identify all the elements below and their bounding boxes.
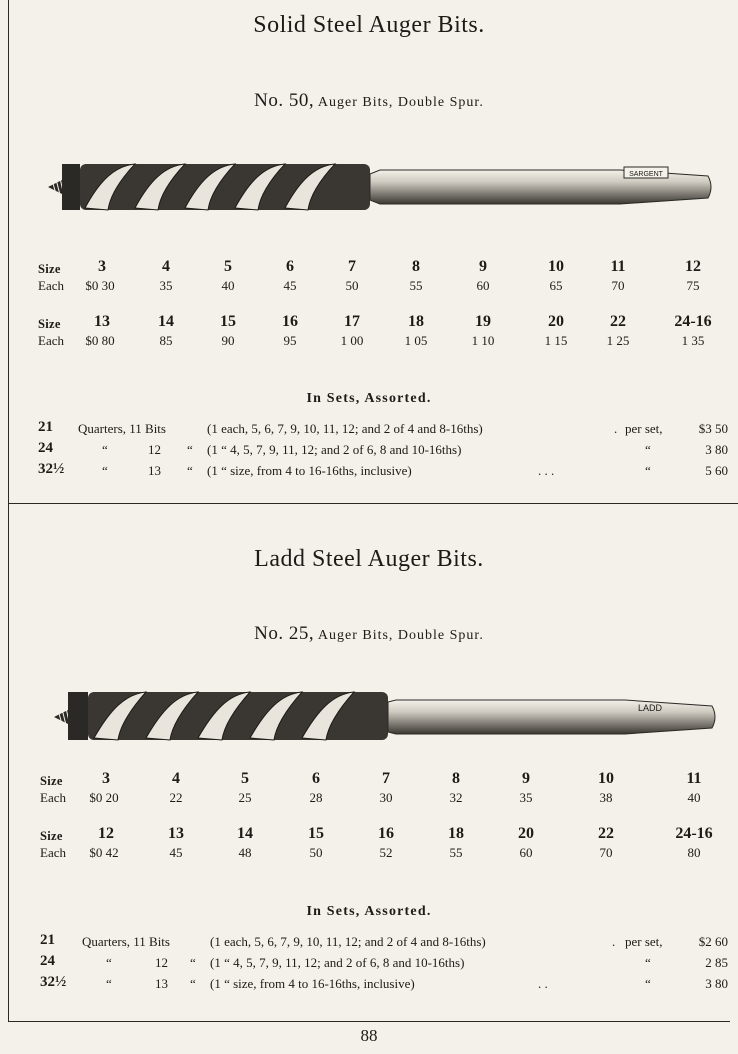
price-value: $0 20	[89, 790, 119, 805]
price-value: 70	[611, 278, 625, 293]
price-value: 35	[159, 278, 173, 293]
size-row	[0, 313, 738, 333]
price-value: 75	[686, 278, 700, 293]
set-contents: (1 “ 4, 5, 7, 9, 11, 12; and 2 of 6, 8 and 10-16ths)	[207, 442, 462, 457]
set-quantity: 12	[148, 442, 161, 457]
ditto-mark: “	[645, 463, 651, 478]
set-offer-line	[0, 934, 738, 952]
model-number: No. 50,	[254, 90, 315, 111]
price-value: 1 10	[471, 333, 495, 348]
section-title: Solid Steel Auger Bits.	[253, 12, 485, 38]
size-value: 13	[168, 825, 184, 842]
ditto-mark: “	[106, 976, 112, 991]
set-price: $2 60	[698, 934, 728, 949]
price-value: 55	[409, 278, 423, 293]
size-value: 18	[448, 825, 464, 842]
spur-cutter	[62, 164, 80, 210]
size-value: 22	[610, 313, 626, 330]
screw-tip	[48, 178, 64, 196]
sets-heading: In Sets, Assorted.	[306, 904, 432, 919]
set-contents: (1 “ 4, 5, 7, 9, 11, 12; and 2 of 6, 8 and 10-16ths)	[210, 955, 465, 970]
section-title: Ladd Steel Auger Bits.	[254, 546, 484, 572]
size-row	[0, 258, 738, 278]
spur-cutter	[68, 692, 88, 740]
brand-mark: SARGENT	[629, 171, 663, 178]
set-quantity: 13	[148, 463, 161, 478]
price-value: 80	[687, 845, 701, 860]
size-value: 9	[522, 770, 530, 787]
size-value: 14	[158, 313, 174, 330]
size-value: 20	[548, 313, 564, 330]
size-value: 16	[282, 313, 298, 330]
price-row	[0, 278, 738, 298]
size-value: 8	[412, 258, 420, 275]
leader-dots: .	[612, 934, 616, 949]
set-price: 3 80	[705, 976, 728, 991]
size-value: 10	[598, 770, 614, 787]
ditto-mark: “	[645, 976, 651, 991]
set-price: 5 60	[705, 463, 728, 478]
size-value: 12	[685, 258, 701, 275]
price-value: 1 05	[404, 333, 428, 348]
price-value: 28	[309, 790, 323, 805]
set-number: 32½	[40, 974, 67, 990]
price-value: $0 80	[85, 333, 115, 348]
set-number: 32½	[38, 461, 65, 477]
auger-bit-illustration	[0, 150, 738, 220]
price-value: 38	[599, 790, 613, 805]
size-value: 13	[94, 313, 110, 330]
price-value: 22	[169, 790, 183, 805]
per-set-label: per set,	[625, 421, 663, 436]
size-value: 3	[102, 770, 110, 787]
each-label: Each	[38, 333, 64, 348]
price-value: 45	[283, 278, 297, 293]
ditto-mark: “	[645, 442, 651, 457]
price-value: 1 25	[606, 333, 630, 348]
set-offer-line	[0, 976, 738, 994]
ditto-mark: “	[645, 955, 651, 970]
set-quantity: 12	[155, 955, 168, 970]
size-value: 6	[312, 770, 320, 787]
price-value: 40	[687, 790, 701, 805]
set-number: 21	[40, 932, 55, 948]
sets-heading: In Sets, Assorted.	[306, 391, 432, 406]
set-contents: (1 each, 5, 6, 7, 9, 10, 11, 12; and 2 of 4 and 8-16ths)	[210, 934, 486, 949]
size-label: Size	[40, 774, 63, 788]
price-value: $0 30	[85, 278, 115, 293]
model-number: No. 25,	[254, 623, 315, 644]
set-quantity: 13	[155, 976, 168, 991]
size-value: 24-16	[675, 825, 713, 842]
set-offer-line	[0, 442, 738, 460]
ditto-mark: “	[106, 955, 112, 970]
each-label: Each	[38, 278, 64, 293]
price-row	[0, 333, 738, 353]
each-label: Each	[40, 845, 66, 860]
leader-dots: . .	[538, 976, 548, 991]
size-value: 10	[548, 258, 564, 275]
set-quantity: Quarters, 11 Bits	[78, 421, 166, 436]
price-value: 65	[549, 278, 563, 293]
size-value: 11	[610, 258, 626, 275]
set-offer-line	[0, 421, 738, 439]
size-value: 17	[344, 313, 360, 330]
price-value: 1 35	[681, 333, 705, 348]
screw-tip	[54, 708, 70, 726]
price-value: 50	[345, 278, 359, 293]
size-value: 14	[237, 825, 253, 842]
size-value: 19	[475, 313, 491, 330]
size-value: 24-16	[674, 313, 712, 330]
set-number: 24	[40, 953, 55, 969]
size-row	[0, 770, 738, 790]
price-value: 95	[283, 333, 297, 348]
price-value: 60	[519, 845, 533, 860]
size-label: Size	[38, 262, 61, 276]
size-value: 7	[348, 258, 356, 275]
size-value: 4	[162, 258, 170, 275]
leader-dots: .	[614, 421, 618, 436]
size-row	[0, 825, 738, 845]
size-value: 3	[98, 258, 106, 275]
section-subtitle	[0, 90, 738, 112]
ditto-mark: “	[187, 442, 193, 457]
size-value: 20	[518, 825, 534, 842]
size-value: 5	[224, 258, 232, 275]
price-row	[0, 845, 738, 865]
set-quantity: Quarters, 11 Bits	[82, 934, 170, 949]
price-value: 30	[379, 790, 393, 805]
auger-bit-illustration	[0, 680, 738, 750]
ditto-mark: “	[102, 463, 108, 478]
size-value: 11	[686, 770, 702, 787]
size-value: 8	[452, 770, 460, 787]
set-contents: (1 “ size, from 4 to 16-16ths, inclusive)	[210, 976, 415, 991]
shank	[388, 700, 715, 734]
size-label: Size	[38, 317, 61, 331]
page-number: 88	[360, 1026, 378, 1045]
price-value: 60	[476, 278, 490, 293]
size-value: 6	[286, 258, 294, 275]
set-offer-line	[0, 463, 738, 481]
model-description: Auger Bits, Double Spur.	[317, 95, 484, 110]
size-value: 7	[382, 770, 390, 787]
price-value: 1 15	[544, 333, 568, 348]
price-value: 1 00	[340, 333, 364, 348]
size-value: 9	[479, 258, 487, 275]
brand-mark: LADD	[637, 703, 663, 713]
each-label: Each	[40, 790, 66, 805]
size-value: 15	[308, 825, 324, 842]
price-value: 35	[519, 790, 533, 805]
price-value: 85	[159, 333, 173, 348]
price-value: 50	[309, 845, 323, 860]
set-price: 3 80	[705, 442, 728, 457]
price-value: 52	[379, 845, 393, 860]
page-frame-bottom	[8, 1021, 730, 1022]
ditto-mark: “	[187, 463, 193, 478]
size-value: 16	[378, 825, 394, 842]
set-contents: (1 “ size, from 4 to 16-16ths, inclusive)	[207, 463, 412, 478]
set-offer-line	[0, 955, 738, 973]
size-value: 22	[598, 825, 614, 842]
ditto-mark: “	[190, 955, 196, 970]
size-value: 15	[220, 313, 236, 330]
size-value: 12	[98, 825, 114, 842]
set-price: $3 50	[698, 421, 728, 436]
price-row	[0, 790, 738, 810]
price-value: 55	[449, 845, 463, 860]
set-contents: (1 each, 5, 6, 7, 9, 10, 11, 12; and 2 of 4 and 8-16ths)	[207, 421, 483, 436]
ditto-mark: “	[102, 442, 108, 457]
price-value: $0 42	[89, 845, 119, 860]
set-price: 2 85	[705, 955, 728, 970]
size-value: 5	[241, 770, 249, 787]
leader-dots: . . .	[538, 463, 555, 478]
model-description: Auger Bits, Double Spur.	[317, 628, 484, 643]
price-value: 32	[449, 790, 463, 805]
set-number: 24	[38, 440, 53, 456]
price-value: 40	[221, 278, 235, 293]
price-value: 90	[221, 333, 235, 348]
ditto-mark: “	[190, 976, 196, 991]
size-value: 4	[172, 770, 180, 787]
set-number: 21	[38, 419, 53, 435]
price-value: 70	[599, 845, 613, 860]
size-label: Size	[40, 829, 63, 843]
per-set-label: per set,	[625, 934, 663, 949]
price-value: 48	[238, 845, 252, 860]
section-subtitle	[0, 623, 738, 645]
price-value: 25	[238, 790, 252, 805]
size-value: 18	[408, 313, 424, 330]
section-divider	[8, 503, 738, 504]
price-value: 45	[169, 845, 183, 860]
